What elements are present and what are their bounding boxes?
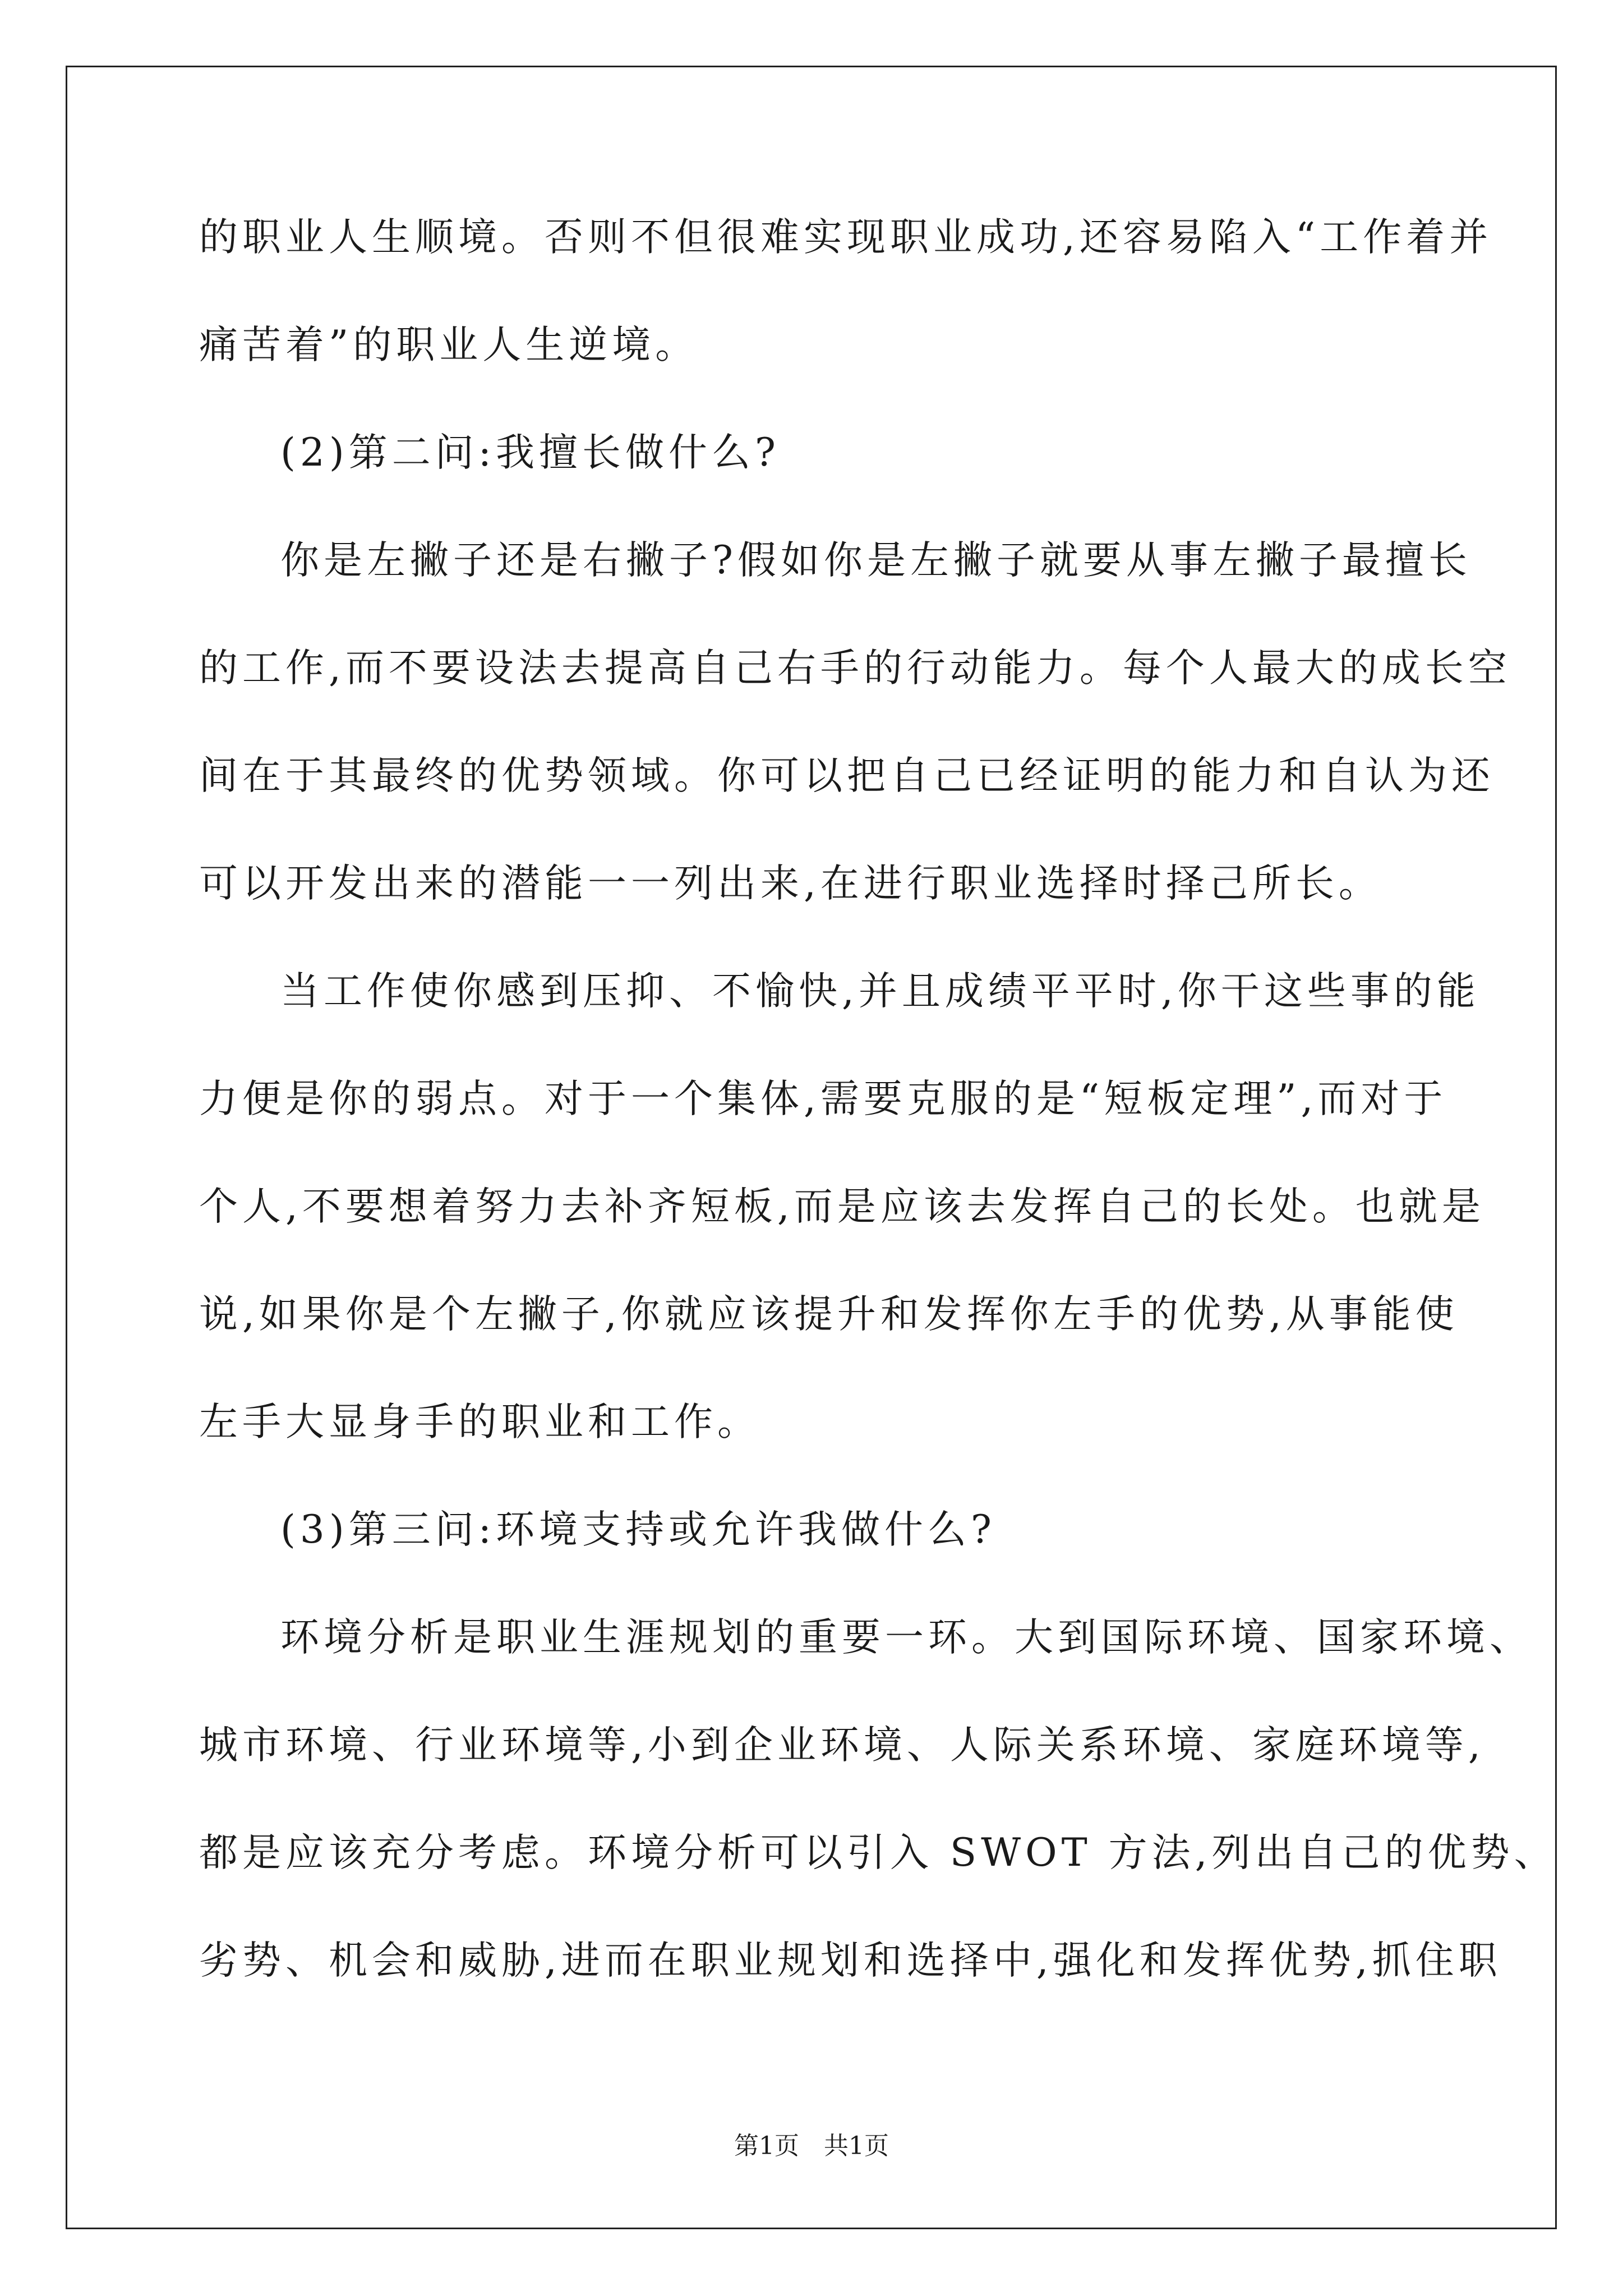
text-line: 的工作,而不要设法去提高自己右手的行动能力。每个人最大的成长空 [199,646,1511,691]
text-line: 力便是你的弱点。对于一个集体,需要克服的是“短板定理”,而对于 [199,1076,1447,1121]
text-line: 个人,不要想着努力去补齐短板,而是应该去发挥自己的长处。也就是 [199,1184,1485,1229]
text-line: 的职业人生顺境。否则不但很难实现职业成功,还容易陷入“工作着并 [199,215,1493,260]
text-line: 间在于其最终的优势领域。你可以把自己已经证明的能力和自认为还 [199,753,1495,798]
text-line: 城市环境、行业环境等,小到企业环境、人际关系环境、家庭环境等, [199,1723,1485,1768]
text-line: 都是应该充分考虑。环境分析可以引入 SWOT 方法,列出自己的优势、 [199,1830,1557,1875]
text-line: 你是左撇子还是右撇子?假如你是左撇子就要从事左撇子最擅长 [280,538,1472,583]
text-line: 环境分析是职业生涯规划的重要一环。大到国际环境、国家环境、 [280,1615,1533,1660]
text-line: 痛苦着”的职业人生逆境。 [199,323,699,367]
text-line: 说,如果你是个左撇子,你就应该提升和发挥你左手的优势,从事能使 [199,1292,1459,1337]
section-heading: (2)第二问:我擅长做什么? [280,430,780,475]
page-footer: 第1页 共1页 [734,2132,889,2160]
text-line: 可以开发出来的潜能一一列出来,在进行职业选择时择己所长。 [199,861,1382,906]
document-body [199,210,1557,2041]
text-line: 左手大显身手的职业和工作。 [199,1400,760,1444]
text-line: 当工作使你感到压抑、不愉快,并且成绩平平时,你干这些事的能 [280,969,1480,1014]
text-line: 劣势、机会和威胁,进而在职业规划和选择中,强化和发挥优势,抓住职 [199,1938,1502,1983]
section-heading: (3)第三问:环境支持或允许我做什么? [280,1507,996,1552]
